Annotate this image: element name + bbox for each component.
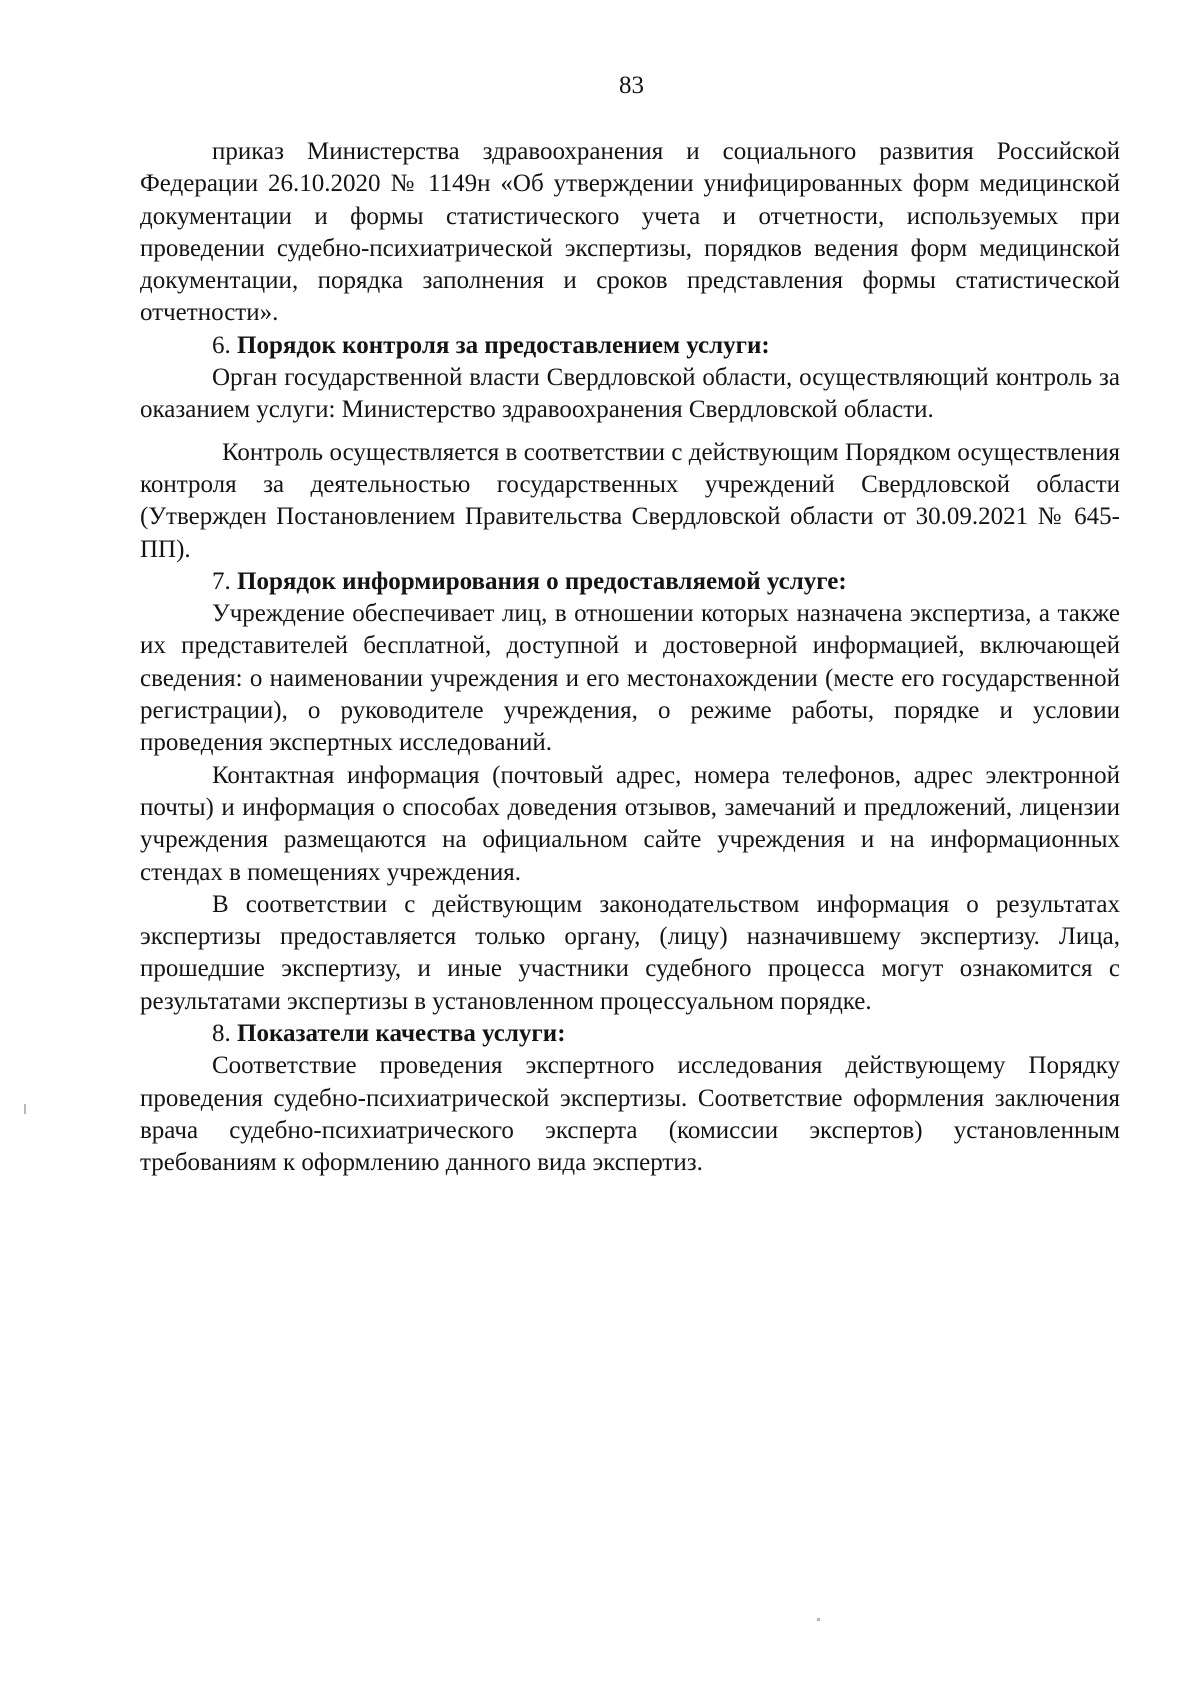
scan-speck xyxy=(817,1618,820,1621)
intro-paragraph xyxy=(140,136,1120,330)
section-6-paragraph-1: Орган государственной власти Свердловской области, осуществляющий контроль за оказанием услуги: Министерство здравоохранения Свердловской области. xyxy=(140,364,1120,424)
intro-paragraph-text: приказ Министерства здравоохранения и социального развития Российской Федерации 26.10.2020 № 1149н «Об утверждении унифицированных форм медицинской документации и формы статистического учета и отчетности, используемых при проведении судебно-психиатрической экспертизы, порядков ведения форм медицинской документации, порядка заполнения и сроков представления формы статистической отчетности». xyxy=(140,138,1120,327)
section-6-heading xyxy=(140,330,1120,362)
section-6-paragraph-2: Контроль осуществляется в соответствии с действующим Порядком осуществления контроля за деятельностью государственных учреждений Свердловской области (Утвержден Постановлением Правительства Свердловской области от 30.09.2021 № 645-ПП). xyxy=(140,438,1120,563)
page-number: 83 xyxy=(619,72,644,99)
section-6-number: 6. xyxy=(212,331,237,359)
section-7-title: Порядок информирования о предоставляемой услуге: xyxy=(237,567,847,595)
section-8-heading xyxy=(140,1018,1120,1050)
section-7-paragraph-3: В соответствии с действующим законодательством информация о результатах экспертизы предоставляется только органу, (лицу) назначившему экспертизу. Лица, прошедшие экспертизу, и иные участники судебного процесса могут ознакомится с результатами экспертизы в установленном процессуальном порядке. xyxy=(140,890,1120,1015)
section-7-heading xyxy=(140,566,1120,598)
section-8-title: Показатели качества услуги: xyxy=(237,1020,566,1048)
section-6-title: Порядок контроля за предоставлением услуги: xyxy=(237,331,770,359)
section-8-number: 8. xyxy=(212,1020,237,1048)
section-8-paragraph-1: Соответствие проведения экспертного исследования действующему Порядку проведения судебно-психиатрической экспертизы. Соответствие оформления заключения врача судебно-психиатрического эксперта (комиссии экспертов) установленным требованиям к оформлению данного вида экспертиз. xyxy=(140,1052,1120,1177)
section-7-number: 7. xyxy=(212,567,237,595)
document-body xyxy=(140,136,1120,1180)
section-7-paragraph-2: Контактная информация (почтовый адрес, номера телефонов, адрес электронной почты) и информация о способах доведения отзывов, замечаний и предложений, лицензии учреждения размещаются на официальном сайте учреждения и на информационных стендах в помещениях учреждения. xyxy=(140,761,1120,886)
scan-speck xyxy=(24,1104,26,1114)
section-7-paragraph-1: Учреждение обеспечивает лиц, в отношении которых назначена экспертиза, а также их представителей бесплатной, доступной и достоверной информацией, включающей сведения: о наименовании учреждения и его местонахождении (месте его государственной регистрации), о руководителе учреждения, о режиме работы, порядке и условии проведения экспертных исследований. xyxy=(140,600,1120,757)
